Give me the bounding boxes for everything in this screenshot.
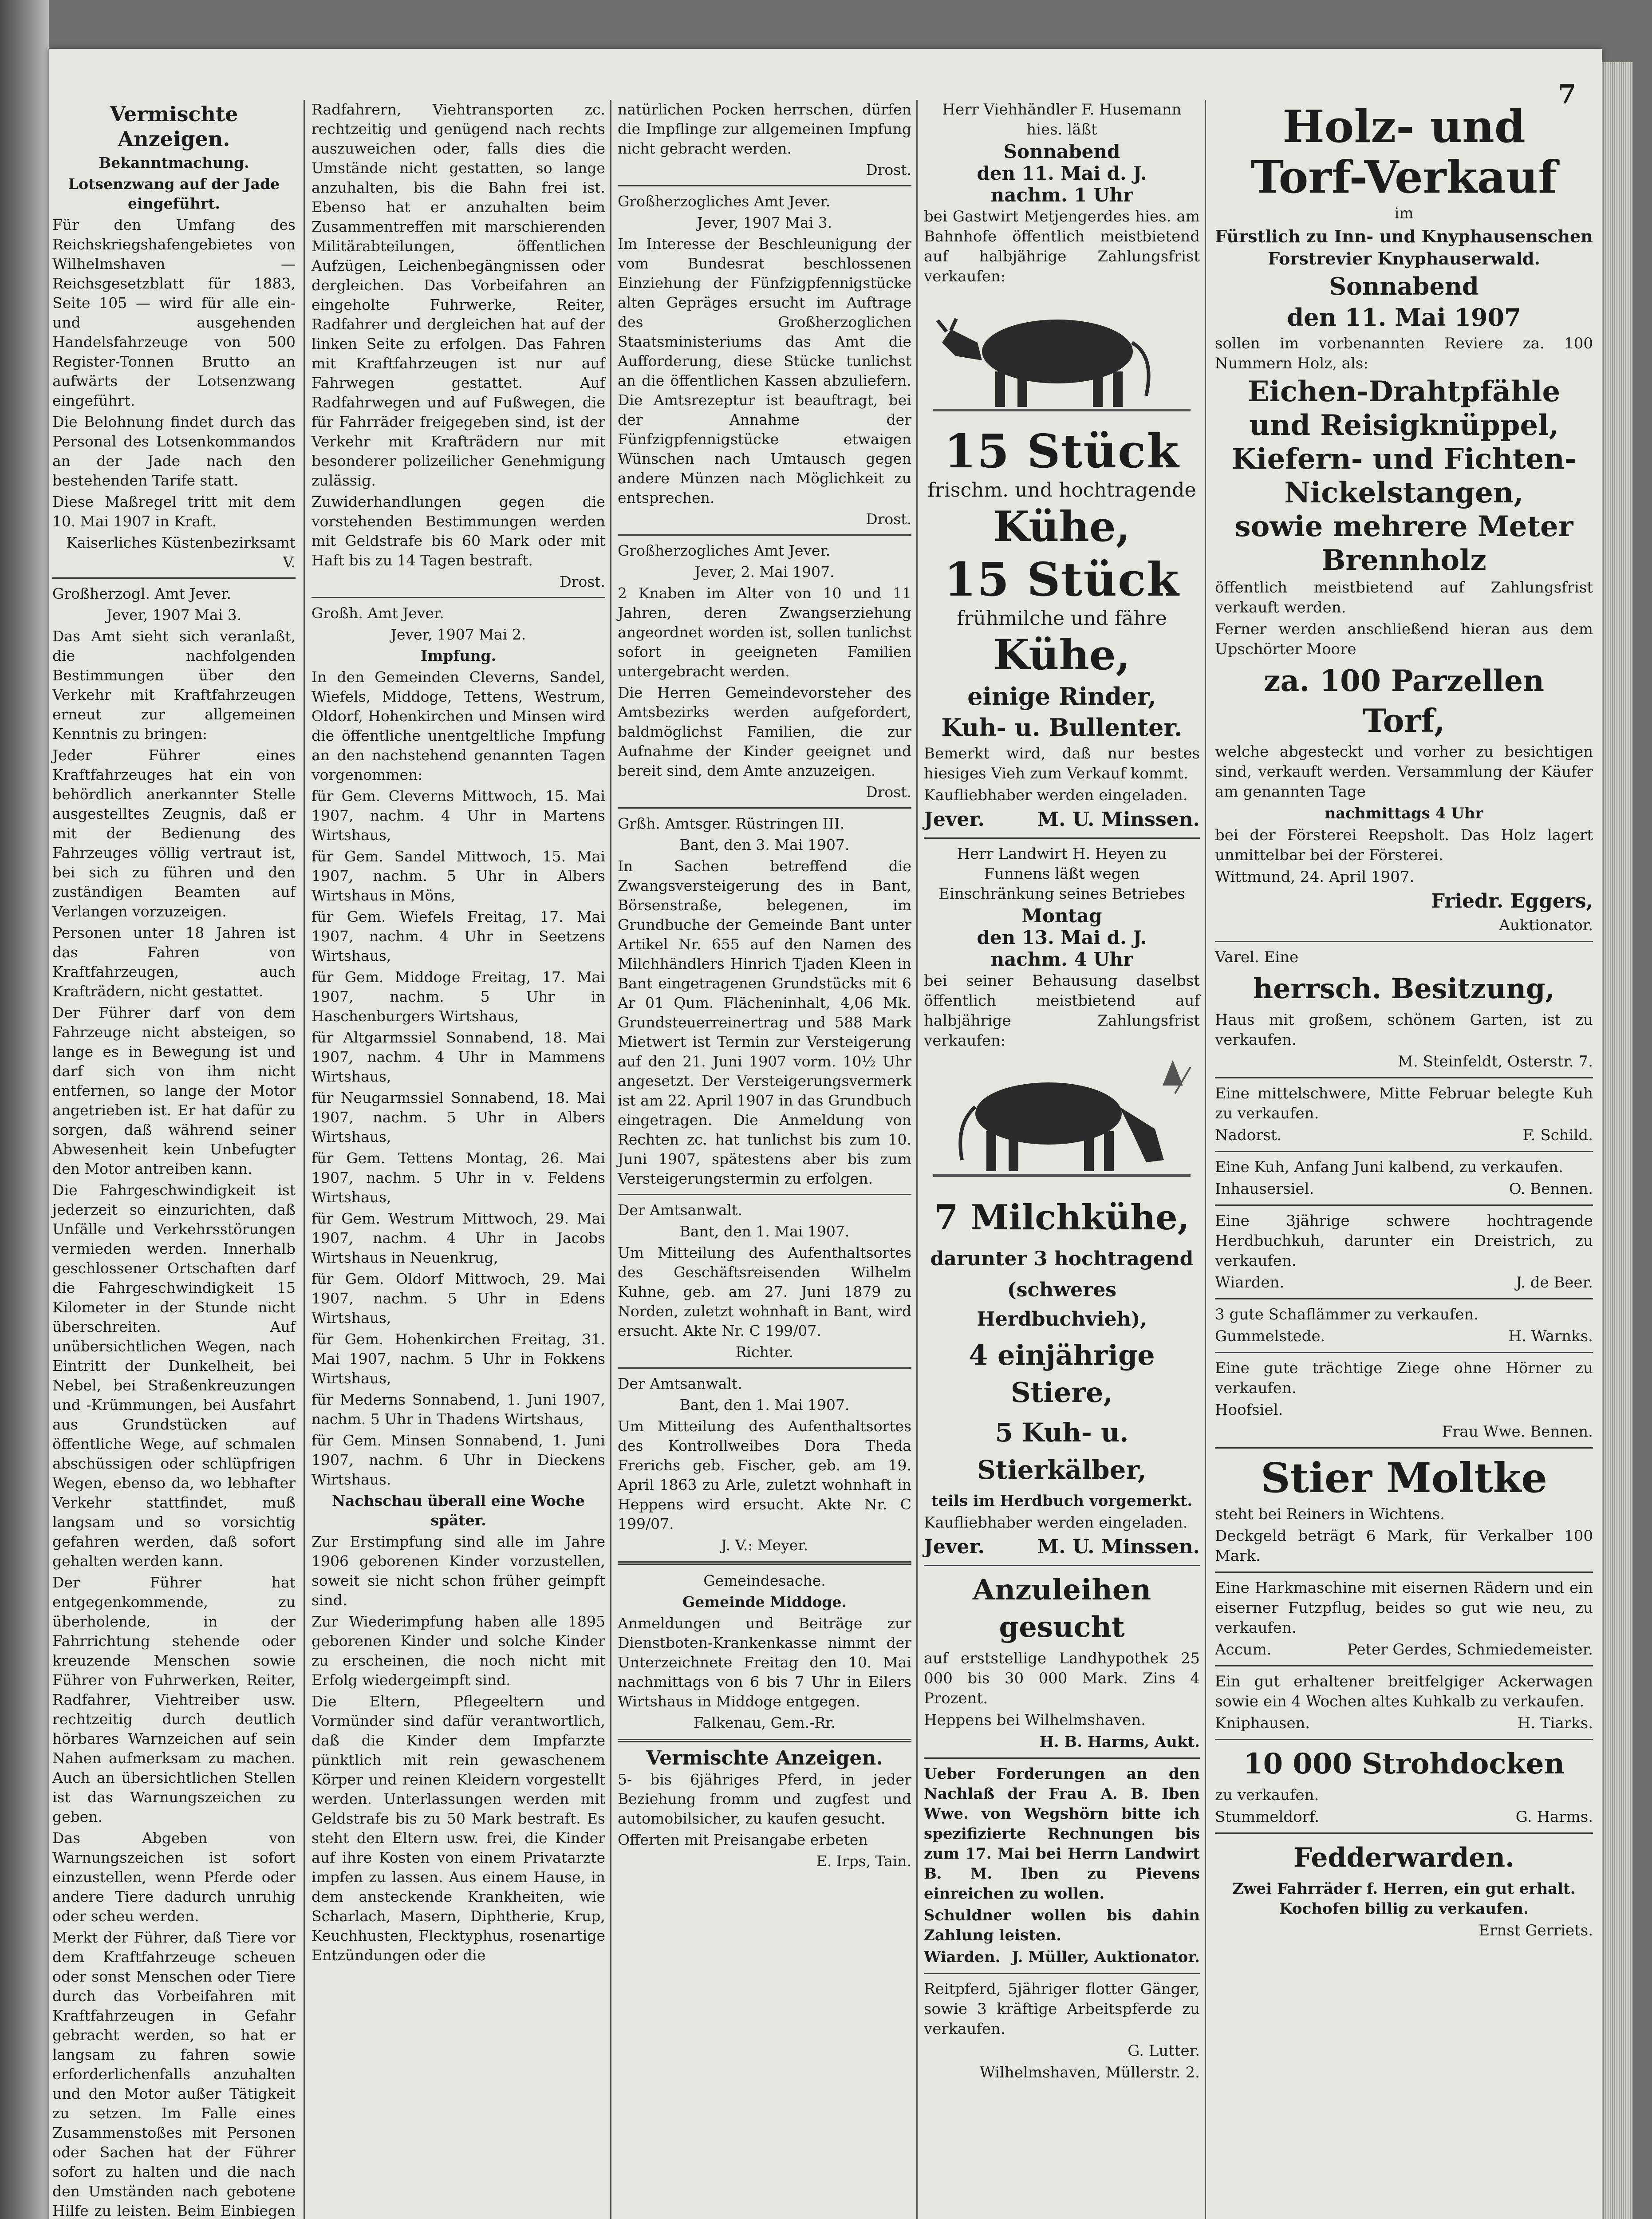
notice-heading: Großherzogliches Amt Jever. xyxy=(618,193,831,210)
impfung-schedule-item: für Gem. Middoge Freitag, 17. Mai 1907, nachm. 5 Uhr in Haschenburgers Wirtshaus, xyxy=(311,968,605,1025)
ad-signature-row xyxy=(1215,1807,1593,1827)
notice-subheading: Bekanntmachung. xyxy=(99,154,249,171)
ad-place: Kniphausen. xyxy=(1215,1714,1310,1732)
ad-paragraph: Offerten mit Preisangabe erbeten xyxy=(618,1831,868,1848)
ad-paragraph: Eine Kuh, Anfang Juni kalbend, zu verkaufen. xyxy=(1215,1158,1563,1176)
notice-signature: J. V.: Meyer. xyxy=(721,1536,808,1554)
impfung-schedule-item: für Gem. Wiefels Freitag, 17. Mai 1907, nachm. 4 Uhr in Seetzens Wirtshaus, xyxy=(311,908,605,964)
ad-signature-row xyxy=(1215,1125,1593,1145)
impfung-schedule-item: für Gem. Hohenkirchen Freitag, 31. Mai 1907, nachm. 5 Uhr in Fokkens Wirtshaus, xyxy=(311,1331,605,1387)
ad-place: Hoofsiel. xyxy=(1215,1401,1283,1419)
ad-headline: 7 Milchkühe, xyxy=(934,1197,1190,1238)
divider xyxy=(311,597,605,598)
ad-signature: H. Tiarks. xyxy=(1517,1714,1593,1732)
ad-paragraph: steht bei Reiners in Wichtens. xyxy=(1215,1505,1445,1523)
divider xyxy=(1215,1447,1593,1449)
ad-intro: Varel. Eine xyxy=(1215,948,1299,966)
ad-headline: Torf-Verkauf xyxy=(1250,151,1557,203)
ad-signature: Friedr. Eggers, xyxy=(1431,890,1593,912)
ad-place: Nadorst. xyxy=(1215,1126,1282,1144)
section-label: Gemeindesache. xyxy=(703,1572,826,1589)
ad-paragraph: Kaufliebhaber werden eingeladen. xyxy=(924,786,1188,804)
impfung-paragraph: Zur Wiederimpfung haben alle 1895 geborenen Kinder und solche Kinder zu erscheinen, die noch nicht mit Erfolg wiedergeimpft sind. xyxy=(311,1613,605,1689)
impfung-schedule-item: für Neugarmssiel Sonnabend, 18. Mai 1907, nachm. 5 Uhr in Albers Wirtshaus, xyxy=(311,1089,605,1145)
ad-day: Sonnabend xyxy=(1329,272,1479,300)
ad-place: Jever. xyxy=(924,1536,985,1558)
section-heading: Vermischte Anzeigen. xyxy=(646,1747,883,1769)
ad-headline: Anzuleihen gesucht xyxy=(972,1573,1151,1644)
ad-signature-title: Auktionator. xyxy=(1499,916,1593,934)
amt-paragraph: Die Fahrgeschwindigkeit ist jederzeit so einzurichten, daß Unfälle und Verkehrsstörungen vermieden werden. Innerhalb geschlossener Ortschaften darf die Fahrgeschwindigkeit 15 Kilometer in der Stunde nicht überschreiten. Auf unübersichtlichen Wegen, nach Eintritt der Dunkelheit, bei Nebel, bei Straßenkreuzungen und -Krümmungen, bei Ausfahrt aus Grundstücken auf öffentliche Wege, auf schmalen abschüssigen oder schlüpfrigen Wegen, ebenso da, wo lebhafter Verkehr stattfindet, muß langsam und so vorsichtig gefahren werden, daß sofort gehalten werden kann. xyxy=(52,1181,296,1570)
ad-signature: M. U. Minssen. xyxy=(1037,808,1200,831)
notice-body: Diese Maßregel tritt mit dem 10. Mai 1907 in Kraft. xyxy=(52,493,296,530)
ad-place: Stummeldorf. xyxy=(1215,1808,1319,1826)
impfung-nachschau: Nachschau überall eine Woche später. xyxy=(331,1492,585,1529)
ad-signature-row xyxy=(924,807,1200,832)
amt-paragraph: Merkt der Führer, daß Tiere vor dem Kraftfahrzeuge scheuen oder sonst Menschen oder Tiere durch das Vorbeifahren mit Kraftfahrzeugen in Gefahr gebracht werden, so hat er langsam zu fahren sowie erforderlichenfalls anzuhalten und den Motor außer Tätigkeit zu setzen. Im Falle eines Zusammenstoßes mit Personen oder Sachen hat der Führer sofort zu halten und die nach den Umständen nach gebotene Hilfe zu leisten. Beim Einbiegen xyxy=(52,1929,296,2219)
ad-paragraph: bei seiner Behausung daselbst öffentlich meistbietend auf halbjährige Zahlungsfrist verkaufen: xyxy=(924,972,1200,1050)
ad-headline: za. 100 Parzellen xyxy=(1264,663,1544,698)
impfung-paragraph: natürlichen Pocken herrschen, dürfen die Impflinge zur allgemeinen Impfung nicht gebracht werden. xyxy=(618,101,911,157)
ad-time: nachmittags 4 Uhr xyxy=(1325,805,1483,822)
divider xyxy=(924,1757,1200,1759)
impfung-schedule-item: für Gem. Minsen Sonnabend, 1. Juni 1907, nachm. 6 Uhr in Dieckens Wirtshaus. xyxy=(311,1432,605,1488)
ad-headline: 10 000 Strohdocken xyxy=(1243,1747,1565,1781)
amt-paragraph: Zuwiderhandlungen gegen die vorstehenden Bestimmungen werden mit Geldstrafe bis 60 Mark oder mit Haft bis zu 14 Tagen bestraft. xyxy=(311,493,605,569)
ad-paragraph: Haus mit großem, schönem Garten, ist zu verkaufen. xyxy=(1215,1011,1593,1049)
ad-line: teils im Herdbuch vorgemerkt. xyxy=(931,1492,1193,1510)
ad-paragraph: sollen im vorbenannten Reviere za. 100 Nummern Holz, als: xyxy=(1215,335,1593,372)
ad-paragraph: Zwei Fahrräder f. Herren, ein gut erhalt. Kochofen billig zu verkaufen. xyxy=(1232,1880,1576,1918)
notice-date: Bant, den 1. Mai 1907. xyxy=(679,1223,850,1240)
amt-paragraph: Personen unter 18 Jahren ist das Fahren von Kraftfahrzeugen, auch Krafträdern, nicht gestattet. xyxy=(52,924,296,1000)
ad-date: den 11. Mai 1907 xyxy=(1287,303,1521,332)
divider xyxy=(1215,1739,1593,1740)
impfung-schedule-item: für Gem. Sandel Mittwoch, 15. Mai 1907, nachm. 5 Uhr in Albers Wirtshaus in Möns, xyxy=(311,848,605,904)
divider xyxy=(1215,1204,1593,1206)
divider xyxy=(618,185,911,186)
notice-heading: Der Amtsanwalt. xyxy=(618,1201,742,1219)
ad-line: Kuh- u. Bullenter. xyxy=(941,713,1183,742)
ad-item: sowie mehrere Meter xyxy=(1234,510,1573,543)
ad-time: nachm. 4 Uhr xyxy=(990,948,1133,970)
ad-paragraph: öffentlich meistbietend auf Zahlungsfrist verkauft werden. xyxy=(1215,579,1593,616)
ad-item: Nickelstangen, xyxy=(1284,476,1524,509)
newspaper-page xyxy=(49,49,1602,2219)
impfung-schedule-item: für Altgarmssiel Sonnabend, 18. Mai 1907, nachm. 4 Uhr in Mammens Wirtshaus, xyxy=(311,1029,605,1085)
ad-signature: F. Schild. xyxy=(1522,1126,1593,1144)
impfung-schedule-item: für Gem. Oldorf Mittwoch, 29. Mai 1907, nachm. 5 Uhr in Edens Wirtshaus, xyxy=(311,1270,605,1327)
ad-paragraph: Ferner werden anschließend hieran aus dem Upschörter Moore xyxy=(1215,620,1593,658)
ad-paragraph: Eine Harkmaschine mit eisernen Rädern und ein eiserner Futzpflug, beides so gut wie neu, zu verkaufen. xyxy=(1215,1579,1593,1637)
ad-signature: H. B. Harms, Aukt. xyxy=(1039,1733,1200,1751)
ad-time: nachm. 1 Uhr xyxy=(990,184,1133,206)
ad-place: Inhausersiel. xyxy=(1215,1180,1314,1198)
ad-signature: M. U. Minssen. xyxy=(1037,1536,1200,1558)
column-1 xyxy=(49,100,302,2219)
ad-paragraph: Ein gut erhaltener breitfelgiger Ackerwagen sowie ein 4 Wochen altes Kuhkalb zu verkaufen. xyxy=(1215,1673,1593,1710)
notice-paragraph: Um Mitteilung des Aufenthaltsortes des Geschäftsreisenden Wilhelm Kuhne, geb. am 27. Juni 1879 zu Norden, zuletzt wohnhaft in Bant, wird ersucht. Akte Nr. C 199/07. xyxy=(618,1244,911,1339)
ad-day: Montag xyxy=(1021,905,1102,927)
ad-intro: Herr Landwirt H. Heyen zu Funnens läßt wegen Einschränkung seines Betriebes xyxy=(938,845,1185,903)
ad-item: Eichen-Drahtpfähle xyxy=(1247,375,1561,408)
divider xyxy=(1215,941,1593,942)
column-3 xyxy=(611,100,918,2219)
ad-signature-row xyxy=(1215,1640,1593,1660)
ad-line: (schweres Herdbuchvieh), xyxy=(977,1279,1147,1331)
ad-paragraph: zu verkaufen. xyxy=(1215,1786,1319,1804)
ad-paragraph: auf erststellige Landhypothek 25 000 bis 30 000 Mark. Zins 4 Prozent. xyxy=(924,1650,1200,1707)
ad-signature-row xyxy=(924,1535,1200,1560)
ad-headline: Fedderwarden. xyxy=(1293,1842,1514,1873)
divider xyxy=(1215,1151,1593,1152)
divider xyxy=(924,1565,1200,1566)
amt-paragraph: Radfahrern, Viehtransporten zc. rechtzeitig und genügend nach rechts auszuweichen oder, falls dies die Umstände nicht gestatten, so lange anzuhalten, bis die Bahn frei ist. Ebenso hat er anzuhalten beim Zusammentreffen mit marschierenden Militärabteilungen, öffentlichen Aufzügen, Leichenbegängnissen oder dergleichen. Das Vorbeifahren an eingeholte Fuhrwerke, Reiter, Radfahrer und dergleichen hat auf der linken Seite zu erfolgen. Das Fahren mit Kraftfahrzeugen ist nur auf Fahrwegen gestattet. Auf Radfahrwegen und auf Fußwegen, die für Fahrräder freigegeben sind, ist der Verkehr mit Krafträdern nur mit besonderer polizeilicher Genehmigung zulässig. xyxy=(311,101,605,489)
ad-paragraph: Bemerkt wird, daß nur bestes hiesiges Vieh zum Verkauf kommt. xyxy=(924,745,1200,782)
divider xyxy=(924,1973,1200,1974)
book-spine xyxy=(0,0,49,2219)
ad-line: einige Rinder, xyxy=(967,682,1156,711)
ad-headline: 4 einjährige Stiere, xyxy=(969,1339,1155,1409)
divider xyxy=(924,837,1200,839)
ad-line: frühmilche und fähre xyxy=(957,607,1167,630)
divider xyxy=(1215,1298,1593,1299)
ad-headline: 5 Kuh- u. Stierkälber, xyxy=(977,1417,1147,1485)
ad-headline: Stier Moltke xyxy=(1261,1454,1547,1502)
gemeinde-signature: Falkenau, Gem.-Rr. xyxy=(694,1714,836,1731)
ad-day: Sonnabend xyxy=(1003,141,1120,162)
ad-headline: herrsch. Besitzung, xyxy=(1253,972,1555,1005)
divider xyxy=(1215,1832,1593,1834)
ad-line: frischm. und hochtragende xyxy=(927,479,1196,501)
ad-item: Brennholz xyxy=(1321,544,1486,577)
section-heading: Vermischte Anzeigen. xyxy=(110,102,238,151)
ad-place: Wiarden. xyxy=(1215,1274,1285,1291)
ad-signature-row xyxy=(1215,1273,1593,1293)
ad-signature: Frau Wwe. Bennen. xyxy=(1442,1423,1593,1441)
ad-paragraph: Eine mittelschwere, Mitte Februar belegte Kuh zu verkaufen. xyxy=(1215,1085,1593,1122)
divider xyxy=(618,807,911,809)
impfung-title: Impfung. xyxy=(420,647,497,664)
ad-paragraph: 3 gute Schaflämmer zu verkaufen. xyxy=(1215,1306,1479,1323)
ad-address: Wilhelmshaven, Müllerstr. 2. xyxy=(979,2064,1200,2081)
ad-signature: M. Steinfeldt, Osterstr. 7. xyxy=(1398,1053,1593,1070)
divider xyxy=(1215,1352,1593,1353)
ad-signature-row xyxy=(1215,1327,1593,1346)
ad-signature: O. Bennen. xyxy=(1509,1180,1593,1198)
cow-illustration xyxy=(924,289,1200,422)
divider xyxy=(618,534,911,536)
ad-headline: Holz- und xyxy=(1282,100,1526,153)
ad-headline: Kühe, xyxy=(993,502,1131,551)
amt-paragraph: Jeder Führer eines Kraftfahrzeuges hat ein von behördlich anerkannter Stelle ausgestelltes Zeugnis, daß er mit der Bedienung des Fahrzeuges völlig vertraut ist, bei sich zu führen und den zuständigen Beamten auf Verlangen vorzuzeigen. xyxy=(52,746,296,920)
column-5 xyxy=(1206,100,1602,2219)
notice-body: Die Belohnung findet durch das Personal des Lotsenkommandos an der Jade nach den bestehenden Tarife statt. xyxy=(52,413,296,489)
notice-title: Lotsenzwang auf der Jade eingeführt. xyxy=(68,175,280,212)
notice-paragraph: Im Interesse der Beschleunigung der vom Bundesrat beschlossenen Einziehung der Fünfzigpfennigstücke alten Gepräges ersucht im Auftrage des Großherzoglichen Staatsministeriums das Amt die Aufforderung, diese Stücke tunlichst an die öffentlichen Kassen abzuliefern. Die Amtsrezeptur ist beauftragt, bei der Annahme der Fünfzigpfennigstücke etwaigen Wünschen nach Umtausch gegen andere Münzen nach Möglichkeit zu entsprechen. xyxy=(618,235,911,506)
impfung-paragraph: In den Gemeinden Cleverns, Sandel, Wiefels, Middoge, Tettens, Westrum, Oldorf, Hohenkirchen und Minsen wird die öffentliche unentgeltliche Impfung an den nachstehend genannten Tagen vorgenommen: xyxy=(311,668,605,783)
notice-paragraph: 2 Knaben im Alter von 10 und 11 Jahren, deren Zwangserziehung angeordnet worden ist, sollen tunlichst sofort in geeigneten Familien untergebracht werden. xyxy=(618,584,911,680)
impfung-paragraph: Die Eltern, Pflegeeltern und Vormünder sind dafür verantwortlich, daß die Kinder dem Impfarzte pünktlich mit rein gewaschenem Körper und reinen Kleidern vorgestellt werden. Unterlassungen werden mit Geldstrafe bis zu 50 Mark bestraft. Es steht den Eltern usw. frei, die Kinder auf ihre Kosten von einem Privatarzte impfen zu lassen. Aus einem Hause, in dem ansteckende Krankheiten, wie Scharlach, Masern, Diphtherie, Krup, Keuchhusten, Flecktyphus, rosenartige Entzündungen oder die xyxy=(311,1693,605,1964)
divider xyxy=(618,1367,911,1369)
ad-line: Fürstlich zu Inn- und Knyphausenschen Forstrevier Knyphauserwald. xyxy=(1215,226,1593,268)
column-2 xyxy=(305,100,611,2219)
notice-heading: Grßh. Amtsger. Rüstringen III. xyxy=(618,815,845,832)
impfung-schedule-item: für Gem. Westrum Mittwoch, 29. Mai 1907, nachm. 4 Uhr in Jacobs Wirtshaus in Neuenkrug, xyxy=(311,1210,605,1266)
impfung-schedule-item: für Mederns Sonnabend, 1. Juni 1907, nachm. 5 Uhr in Thadens Wirtshaus, xyxy=(311,1391,605,1428)
ad-signature: G. Harms. xyxy=(1515,1808,1593,1826)
page-edges xyxy=(1602,62,1633,2219)
ad-intro: Herr Viehhändler F. Husemann hies. läßt xyxy=(942,101,1182,138)
notice-paragraph: Um Mitteilung des Aufenthaltsortes des Kontrollweibes Dora Theda Frerichs geb. Fischer, geb. am 19. April 1863 zu Arle, zuletzt wohnhaft in Heppens wird ersucht. Akte Nr. C 199/07. xyxy=(618,1417,911,1532)
notice-date: Bant, den 3. Mai 1907. xyxy=(679,836,850,853)
ad-signature: J. de Beer. xyxy=(1516,1274,1593,1291)
divider xyxy=(1215,1571,1593,1573)
impfung-schedule-item: für Gem. Tettens Montag, 26. Mai 1907, nachm. 5 Uhr in v. Feldens Wirtshaus, xyxy=(311,1149,605,1206)
column-4 xyxy=(918,100,1206,2219)
notice-signature: Drost. xyxy=(866,783,911,801)
ad-signature: Ernst Gerriets. xyxy=(1479,1922,1593,1939)
ad-place: Accum. xyxy=(1215,1641,1272,1658)
gemeinde-paragraph: Anmeldungen und Beiträge zur Dienstboten-Krankenkasse nimmt der Unterzeichnete Freitag den 10. Mai nachmittags von 6 bis 7 Uhr in Eilers Wirtshaus in Middoge entgegen. xyxy=(618,1615,911,1710)
ad-signature: G. Lutter. xyxy=(1128,2042,1200,2060)
ad-headline: 15 Stück xyxy=(944,424,1180,478)
impfung-paragraph: Zur Erstimpfung sind alle im Jahre 1906 geborenen Kinder vorzustellen, soweit sie nicht schon früher geimpft sind. xyxy=(311,1533,605,1609)
ad-signature: H. Warnks. xyxy=(1508,1327,1593,1345)
ad-signature: Peter Gerdes, Schmiedemeister. xyxy=(1347,1641,1593,1658)
notice-paragraph: In Sachen betreffend die Zwangsversteigerung des in Bant, Börsenstraße, belegenen, im Grundbuche der Gemeinde Bant unter Artikel Nr. 655 auf den Namen des Milchhändlers Hinrich Tjaden Kleen in Bant eingetragenen Grundstücks mit 6 Ar 01 Qum. Flächeninhalt, 4,06 Mk. Grundsteuerreinertrag und 588 Mark Mietwert ist Termin zur Versteigerung auf den 21. Juni 1907 vorm. 10½ Uhr angesetzt. Der Versteigerungsvermerk ist am 22. April 1907 in das Grundbuch eingetragen. Die Anmeldung von Rechten zc. hat tunlichst bis zum 10. Juni 1907, spätestens aber bis zum Versteigerungstermin zu erfolgen. xyxy=(618,857,911,1187)
ad-paragraph: Ueber Forderungen an den Nachlaß der Frau A. B. Iben Wwe. von Wegshörn bitte ich spezifizierte Rechnungen bis zum 17. Mai bei Herrn Landwirt B. M. Iben zu Pievens einreichen zu wollen. xyxy=(924,1765,1200,1903)
ad-headline: Torf, xyxy=(1363,702,1445,739)
divider xyxy=(618,1739,911,1742)
ad-signature: E. Irps, Tain. xyxy=(816,1852,911,1870)
ad-paragraph: welche abgesteckt und vorher zu besichtigen sind, verkauft werden. Versammlung der Käufer am genannten Tage xyxy=(1215,743,1593,801)
ad-place: Wittmund, 24. April 1907. xyxy=(1215,868,1415,886)
ad-paragraph: Eine gute trächtige Ziege ohne Hörner zu verkaufen. xyxy=(1215,1359,1593,1397)
divider xyxy=(1215,1665,1593,1666)
column-rule xyxy=(304,100,305,2219)
ad-paragraph: 5- bis 6jähriges Pferd, in jeder Beziehung fromm und zugfest und automobilsicher, zu kaufen gesucht. xyxy=(618,1771,911,1827)
ad-paragraph: Reitpferd, 5jähriger flotter Gänger, sowie 3 kräftige Arbeitspferde zu verkaufen. xyxy=(924,1980,1200,2038)
impfung-heading: Großh. Amt Jever. xyxy=(311,604,444,622)
ad-paragraph: Eine 3jährige schwere hochtragende Herdbuchkuh, darunter ein Dreistrich, zu verkaufen. xyxy=(1215,1212,1593,1270)
ad-place: Gummelstede. xyxy=(1215,1327,1325,1345)
ad-line: im xyxy=(1394,205,1414,222)
ad-place: Wiarden. xyxy=(924,1948,1001,1966)
ad-paragraph: Heppens bei Wilhelmshaven. xyxy=(924,1711,1146,1729)
ad-item: Kiefern- und Fichten- xyxy=(1231,442,1577,476)
notice-signature: Richter. xyxy=(735,1343,794,1361)
amt-heading: Großherzogl. Amt Jever. xyxy=(52,585,231,602)
ad-paragraph: Schuldner wollen bis dahin Zahlung leisten. xyxy=(924,1907,1200,1944)
amt-paragraph: Der Führer darf von dem Fahrzeuge nicht absteigen, so lange es in Bewegung ist und darf sich von ihm nicht entfernen, so lange der Motor angetrieben ist. Er hat dafür zu sorgen, daß während seiner Abwesenheit kein Unbefugter den Motor antreiben kann. xyxy=(52,1004,296,1177)
ad-paragraph: bei Gastwirt Metjengerdes hies. am Bahnhofe öffentlich meistbietend auf halbjährige Zahlungsfrist verkaufen: xyxy=(924,208,1200,285)
divider xyxy=(52,577,296,579)
divider xyxy=(618,1561,911,1565)
notice-paragraph: Die Herren Gemeindevorsteher des Amtsbezirks werden aufgefordert, baldmöglichst Familien, die zur Aufnahme der Kinder geeignet und bereit sind, dem Amte anzuzeigen. xyxy=(618,684,911,779)
ad-item: und Reisigknüppel, xyxy=(1249,409,1559,442)
ad-date: den 11. Mai d. J. xyxy=(977,162,1147,184)
ad-line: darunter 3 hochtragend xyxy=(930,1248,1194,1270)
ad-paragraph: Kaufliebhaber werden eingeladen. xyxy=(924,1514,1188,1532)
ad-date: den 13. Mai d. J. xyxy=(977,927,1147,948)
notice-date: Jever, 2. Mai 1907. xyxy=(694,563,835,580)
impfung-schedule-item: für Gem. Cleverns Mittwoch, 15. Mai 1907, nachm. 4 Uhr in Martens Wirtshaus, xyxy=(311,787,605,844)
impfung-signature: Drost. xyxy=(866,161,911,178)
ad-headline: Kühe, xyxy=(993,631,1131,679)
ad-signature-row xyxy=(1215,1179,1593,1199)
amt-paragraph: Das Abgeben von Warnungszeichen ist sofort einzustellen, wenn Pferde oder andere Tiere dadurch unruhig oder scheu werden. xyxy=(52,1829,296,1925)
ad-signature: J. Müller, Auktionator. xyxy=(1012,1948,1200,1966)
notice-body: Für den Umfang des Reichskriegshafengebietes von Wilhelmshaven — Reichsgesetzblatt für 1883, Seite 105 — wird für alle ein- und ausgehenden Handelsfahrzeuge von 500 Register-Tonnen Brutto an aufwärts der Lotsenzwang eingeführt. xyxy=(52,216,296,409)
ad-signature-row xyxy=(1215,1714,1593,1733)
notice-date: Bant, den 1. Mai 1907. xyxy=(679,1396,850,1414)
notice-signature: Drost. xyxy=(866,510,911,528)
ad-signature-row xyxy=(924,1947,1200,1967)
divider xyxy=(618,1194,911,1195)
notice-heading: Großherzogliches Amt Jever. xyxy=(618,542,831,559)
amt-date: Jever, 1907 Mai 3. xyxy=(106,606,242,624)
grazing-cow-illustration xyxy=(924,1054,1200,1191)
ad-paragraph: Deckgeld beträgt 6 Mark, für Verkalber 100 Mark. xyxy=(1215,1527,1593,1565)
notice-date: Jever, 1907 Mai 3. xyxy=(697,214,832,231)
amt-paragraph: Das Amt sieht sich veranlaßt, die nachfolgenden Bestimmungen über den Verkehr mit Kraftfahrzeugen erneut zur allgemeinen Kenntnis zu bringen: xyxy=(52,628,296,742)
amt-signature: Drost. xyxy=(560,573,605,590)
notice-heading: Der Amtsanwalt. xyxy=(618,1375,742,1392)
impfung-date: Jever, 1907 Mai 2. xyxy=(390,626,526,643)
gemeinde-title: Gemeinde Middoge. xyxy=(682,1593,847,1611)
divider xyxy=(1215,1077,1593,1078)
page-number: 7 xyxy=(1557,79,1576,110)
ad-headline: 15 Stück xyxy=(944,552,1180,607)
ad-place: Jever. xyxy=(924,808,985,831)
ad-paragraph: bei der Försterei Reepsholt. Das Holz lagert unmittelbar bei der Försterei. xyxy=(1215,826,1593,864)
notice-signature: Kaiserliches Küstenbezirksamt V. xyxy=(66,534,296,571)
amt-paragraph: Der Führer hat entgegenkommende, zu überholende, in der Fahrrichtung stehende oder kreuzende Menschen sowie Führer von Fuhrwerken, Reiter, Radfahrer, Viehtreiber usw. rechtzeitig durch deutlich hörbares Warnzeichen auf sein Nahen aufmerksam zu machen. Auch an übersichtlichen Stellen ist das Warnungszeichen zu geben. xyxy=(52,1574,296,1825)
